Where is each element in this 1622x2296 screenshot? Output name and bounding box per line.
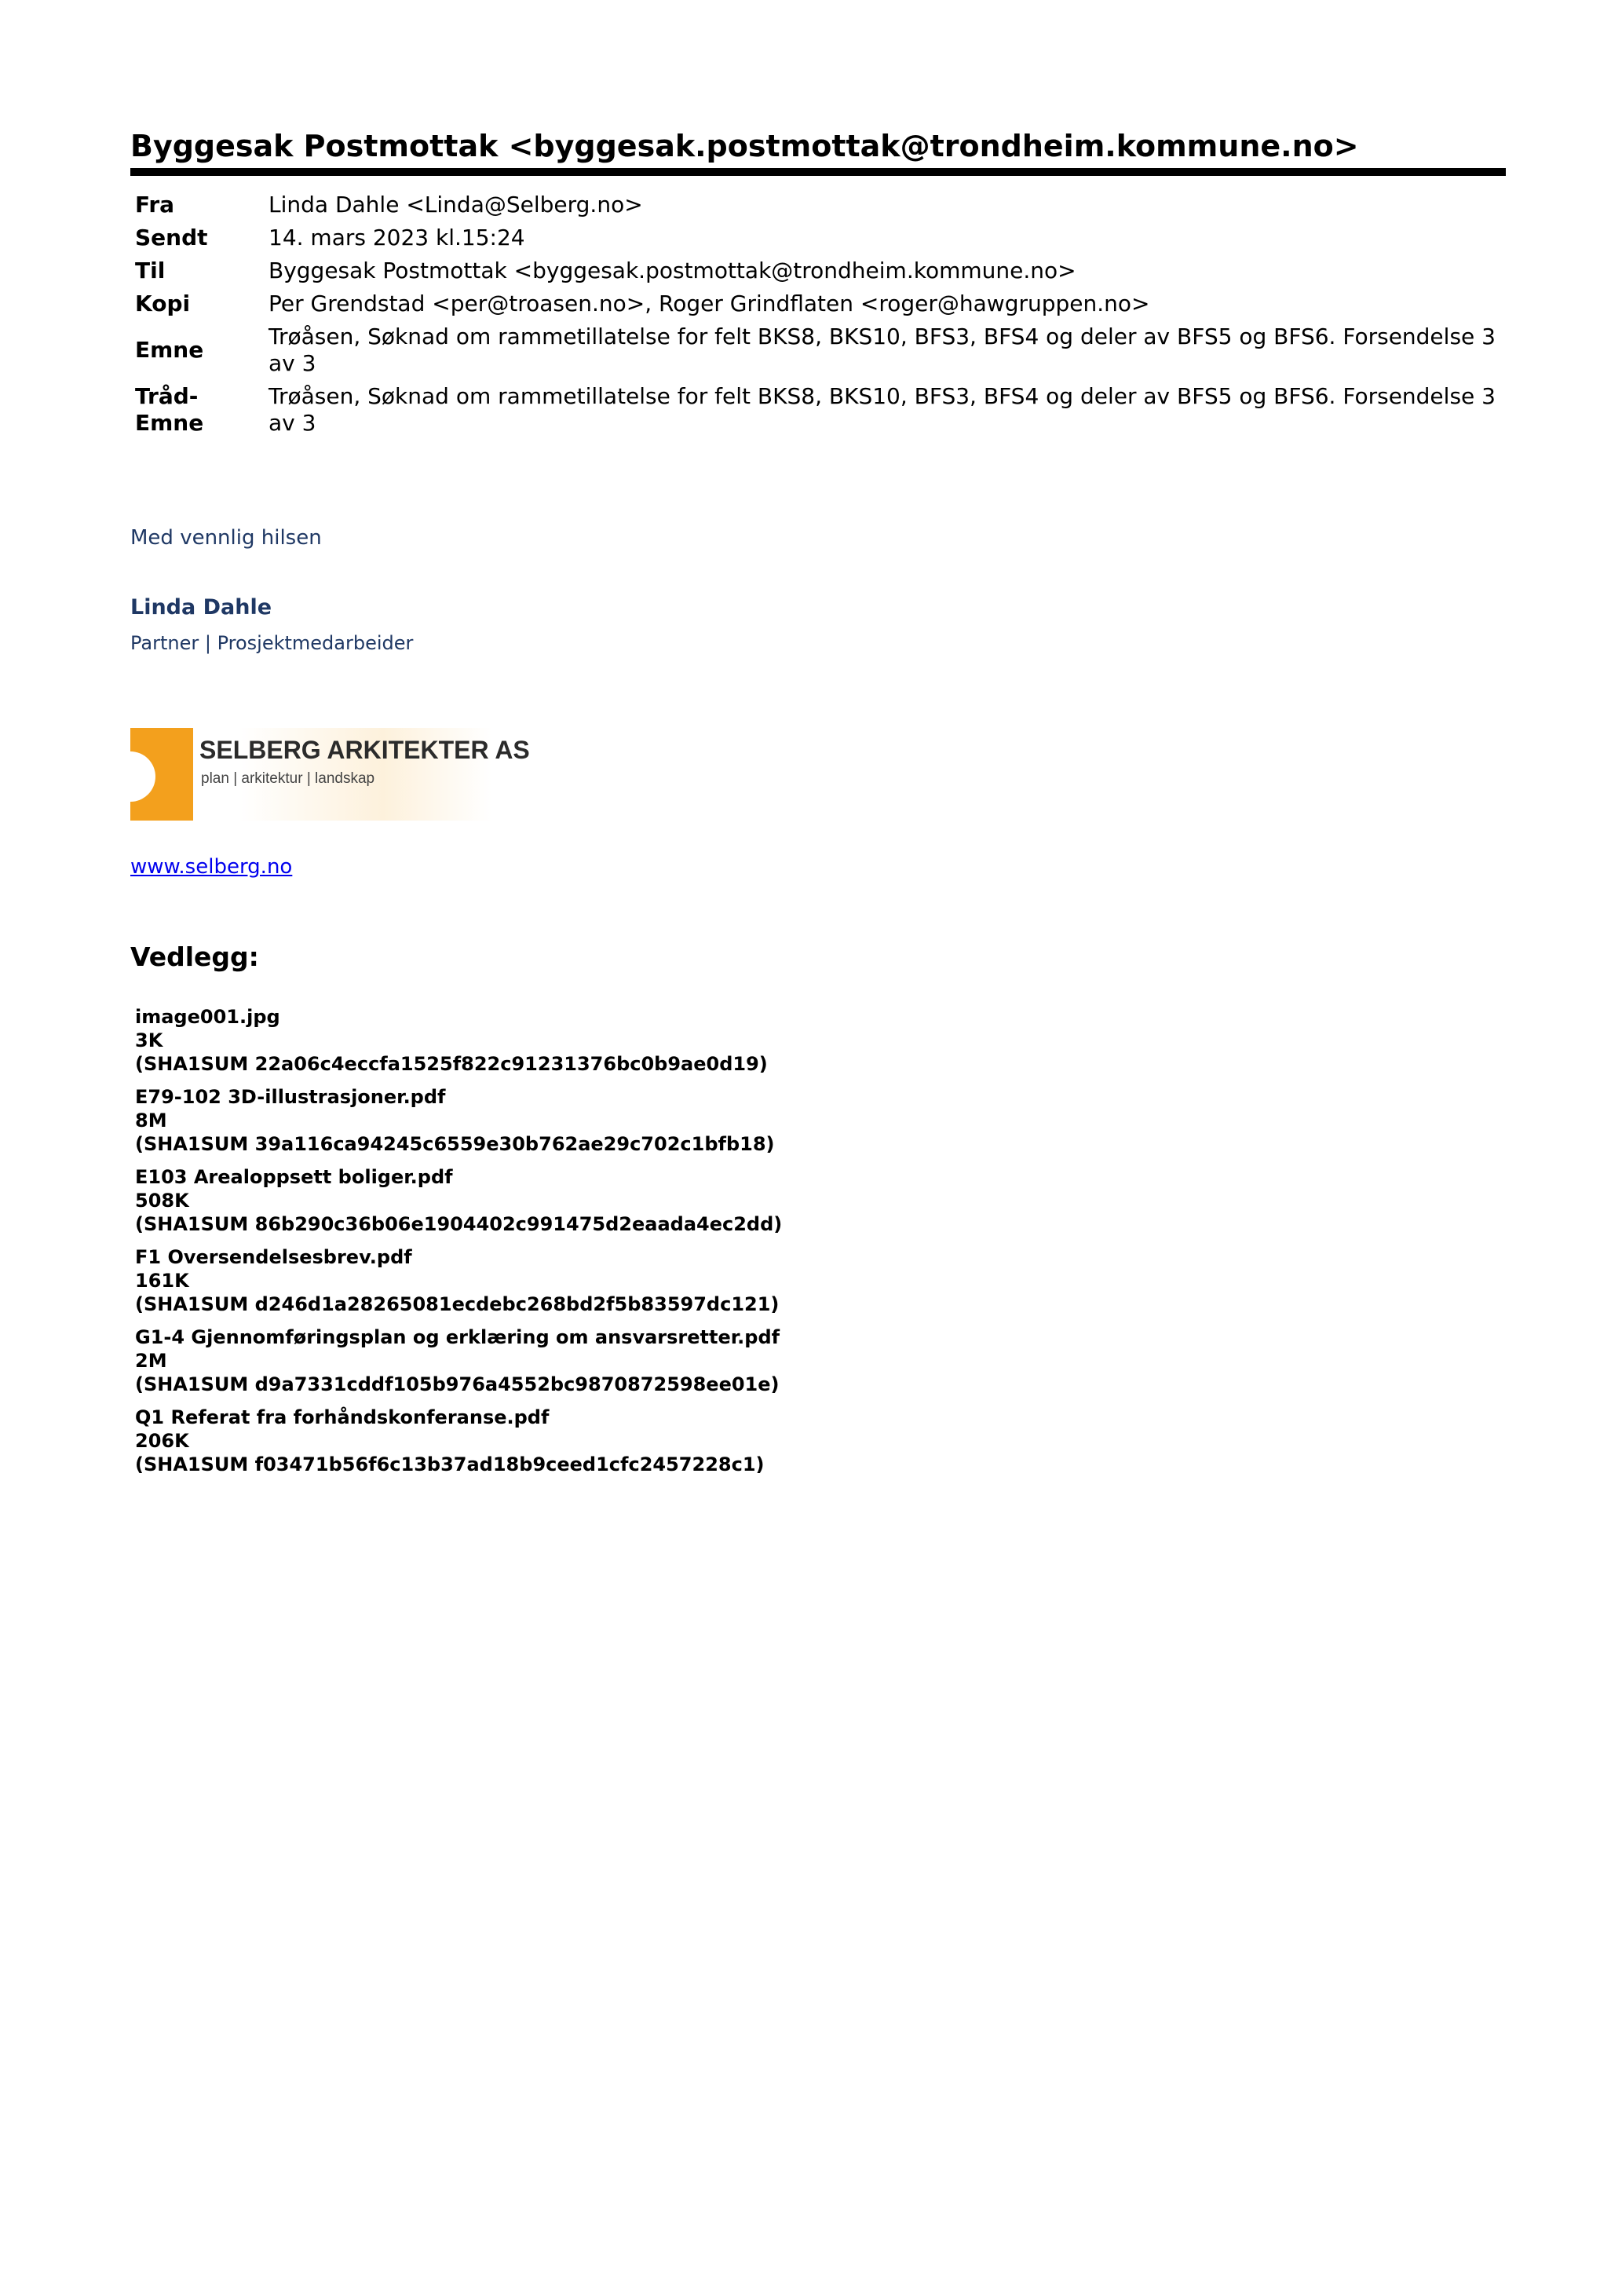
attachment-checksum: (SHA1SUM f03471b56f6c13b37ad18b9ceed1cfc2457228c1) bbox=[135, 1453, 765, 1475]
header-row-cc bbox=[130, 287, 1506, 320]
attachment-size: 508K bbox=[135, 1190, 189, 1212]
header-row-subject bbox=[130, 320, 1506, 380]
header-value: Trøåsen, Søknad om rammetillatelse for felt BKS8, BKS10, BFS3, BFS4 og deler av BFS5 og BFS6. Forsendelse 3 av 3 bbox=[269, 324, 1496, 376]
attachment-checksum: (SHA1SUM 39a116ca94245c6559e30b762ae29c702c1bfb18) bbox=[135, 1133, 775, 1155]
email-printout bbox=[130, 126, 1506, 1486]
attachment-item[interactable] bbox=[135, 1005, 1506, 1076]
email-headers bbox=[130, 188, 1506, 440]
attachment-size: 161K bbox=[135, 1270, 189, 1292]
attachment-size: 206K bbox=[135, 1430, 189, 1452]
attachment-checksum: (SHA1SUM 22a06c4eccfa1525f822c91231376bc0b9ae0d19) bbox=[135, 1053, 768, 1075]
attachment-item[interactable] bbox=[135, 1406, 1506, 1476]
header-value: 14. mars 2023 kl.15:24 bbox=[269, 225, 525, 250]
header-key: Kopi bbox=[135, 291, 191, 316]
attachment-filename: F1 Oversendelsesbrev.pdf bbox=[135, 1246, 412, 1268]
logo-mark-icon bbox=[130, 728, 193, 821]
logo-company-name: SELBERG ARKITEKTER AS bbox=[199, 736, 530, 764]
attachment-item[interactable] bbox=[135, 1245, 1506, 1316]
header-row-from bbox=[130, 188, 1506, 221]
header-key: Emne bbox=[135, 337, 204, 363]
header-key: Fra bbox=[135, 192, 175, 218]
header-value: Byggesak Postmottak <byggesak.postmottak@trondheim.kommune.no> bbox=[269, 258, 1076, 283]
header-row-to bbox=[130, 254, 1506, 287]
header-row-thread-subject bbox=[130, 380, 1506, 440]
attachment-filename: E103 Arealoppsett boliger.pdf bbox=[135, 1166, 453, 1188]
attachment-size: 2M bbox=[135, 1350, 167, 1372]
attachment-checksum: (SHA1SUM d246d1a28265081ecdebc268bd2f5b83597dc121) bbox=[135, 1293, 780, 1315]
header-key: Sendt bbox=[135, 225, 208, 250]
attachment-size: 8M bbox=[135, 1110, 167, 1132]
signature-name: Linda Dahle bbox=[130, 595, 272, 620]
header-key: Til bbox=[135, 258, 166, 283]
attachment-checksum: (SHA1SUM d9a7331cddf105b976a4552bc9870872598ee01e) bbox=[135, 1373, 780, 1395]
attachment-filename: E79-102 3D-illustrasjoner.pdf bbox=[135, 1086, 446, 1108]
attachment-item[interactable] bbox=[135, 1165, 1506, 1236]
closing-greeting: Med vennlig hilsen bbox=[130, 526, 322, 550]
header-key: Tråd-Emne bbox=[135, 383, 204, 436]
attachments-heading: Vedlegg: bbox=[130, 941, 259, 972]
header-value: Linda Dahle <Linda@Selberg.no> bbox=[269, 192, 643, 218]
header-row-sent bbox=[130, 221, 1506, 254]
attachment-item[interactable] bbox=[135, 1085, 1506, 1156]
attachment-size: 3K bbox=[135, 1029, 163, 1051]
mailbox-title: Byggesak Postmottak <byggesak.postmottak@trondheim.kommune.no> bbox=[130, 129, 1359, 163]
header-value: Trøåsen, Søknad om rammetillatelse for felt BKS8, BKS10, BFS3, BFS4 og deler av BFS5 og BFS6. Forsendelse 3 av 3 bbox=[269, 383, 1496, 436]
attachment-checksum: (SHA1SUM 86b290c36b06e1904402c991475d2eaada4ec2dd) bbox=[135, 1213, 783, 1235]
attachment-filename: image001.jpg bbox=[135, 1006, 280, 1028]
attachment-item[interactable] bbox=[135, 1325, 1506, 1396]
attachments-list bbox=[135, 1005, 1506, 1476]
website-link[interactable]: www.selberg.no bbox=[130, 855, 293, 879]
title-divider bbox=[130, 168, 1506, 176]
logo-tagline: plan | arkitektur | landskap bbox=[201, 770, 375, 787]
company-logo bbox=[130, 728, 530, 821]
attachment-filename: G1-4 Gjennomføringsplan og erklæring om ansvarsretter.pdf bbox=[135, 1326, 780, 1348]
attachment-filename: Q1 Referat fra forhåndskonferanse.pdf bbox=[135, 1406, 550, 1428]
signature-role: Partner | Prosjektmedarbeider bbox=[130, 632, 414, 654]
header-value: Per Grendstad <per@troasen.no>, Roger Grindflaten <roger@hawgruppen.no> bbox=[269, 291, 1150, 316]
